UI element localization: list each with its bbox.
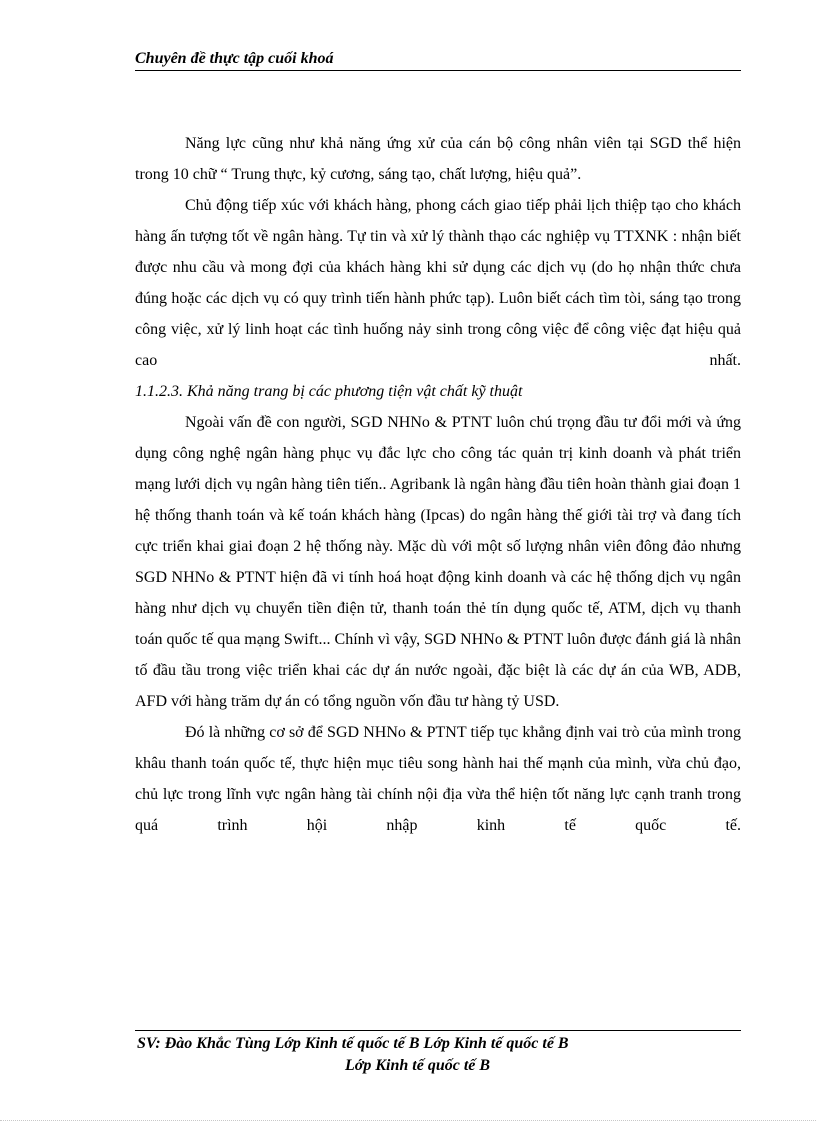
paragraph-staff-capability: Năng lực cũng như khả năng ứng xử của cán bộ công nhân viên tại SGD thể hiện trong 10 chữ “ Trung thực, kỷ cương, sáng tạo, chất lượng, hiệu quả”. <box>135 135 741 183</box>
footer-line-1: SV: Đào Khắc Tùng Lớp Kinh tế quốc tế B Lớp Kinh tế quốc tế B <box>137 1035 569 1052</box>
page-footer <box>135 1033 741 1077</box>
footer-line-2: Lớp Kinh tế quốc tế B <box>345 1057 491 1074</box>
document-body <box>135 128 741 841</box>
paragraph-conclusion: Đó là những cơ sở để SGD NHNo & PTNT tiếp tục khẳng định vai trò của mình trong khâu thanh toán quốc tế, thực hiện mục tiêu song hành hai thế mạnh của mình, vừa chủ đạo, chủ lực trong lĩnh vực ngân hàng tài chính nội địa vừa thể hiện tốt năng lực cạnh tranh trong quá trình hội nhập kinh tế quốc tế. <box>135 724 741 834</box>
paragraph-technology: Ngoài vấn đề con người, SGD NHNo & PTNT luôn chú trọng đầu tư đổi mới và ứng dụng công nghệ ngân hàng phục vụ đắc lực cho công tác quản trị kinh doanh và phát triển mạng lưới dịch vụ ngân hàng tiên tiến.. Agribank là ngân hàng đầu tiên hoàn thành giai đoạn 1 hệ thống thanh toán và kế toán khách hàng (Ipcas) do ngân hàng thế giới tài trợ và đang tích cực triển khai giai đoạn 2 hệ thống này. Mặc dù với một số lượng nhân viên đông đảo nhưng SGD NHNo & PTNT hiện đã vi tính hoá hoạt động kinh doanh và các hệ thống dịch vụ ngân hàng như dịch vụ chuyển tiền điện tử, thanh toán thẻ tín dụng quốc tế, ATM, dịch vụ thanh toán quốc tế qua mạng Swift... Chính vì vậy, SGD NHNo & PTNT luôn được đánh giá là nhân tố đầu tầu trong việc triển khai các dự án nước ngoài, đặc biệt là các dự án của WB, ADB, AFD với hàng trăm dự án có tổng nguồn vốn đầu tư hàng tỷ USD. <box>135 414 741 710</box>
header-title: Chuyên đề thực tập cuối khoá <box>135 50 334 67</box>
page-edge-divider <box>0 1120 816 1121</box>
section-heading: 1.1.2.3. Khả năng trang bị các phương tiện vật chất kỹ thuật <box>135 383 523 400</box>
paragraph-customer-contact: Chủ động tiếp xúc với khách hàng, phong cách giao tiếp phải lịch thiệp tạo cho khách hàng ấn tượng tốt về ngân hàng. Tự tin và xử lý thành thạo các nghiệp vụ TTXNK : nhận biết được nhu cầu và mong đợi của khách hàng khi sử dụng các dịch vụ (do họ nhận thức chưa đúng hoặc các dịch vụ có quy trình tiến hành phức tạp). Luôn biết cách tìm tòi, sáng tạo trong công việc, xử lý linh hoạt các tình huống nảy sinh trong công việc để công việc đạt hiệu quả cao nhất. <box>135 197 741 369</box>
page-header <box>135 48 741 70</box>
header-rule <box>135 70 741 71</box>
footer-rule <box>135 1030 741 1031</box>
